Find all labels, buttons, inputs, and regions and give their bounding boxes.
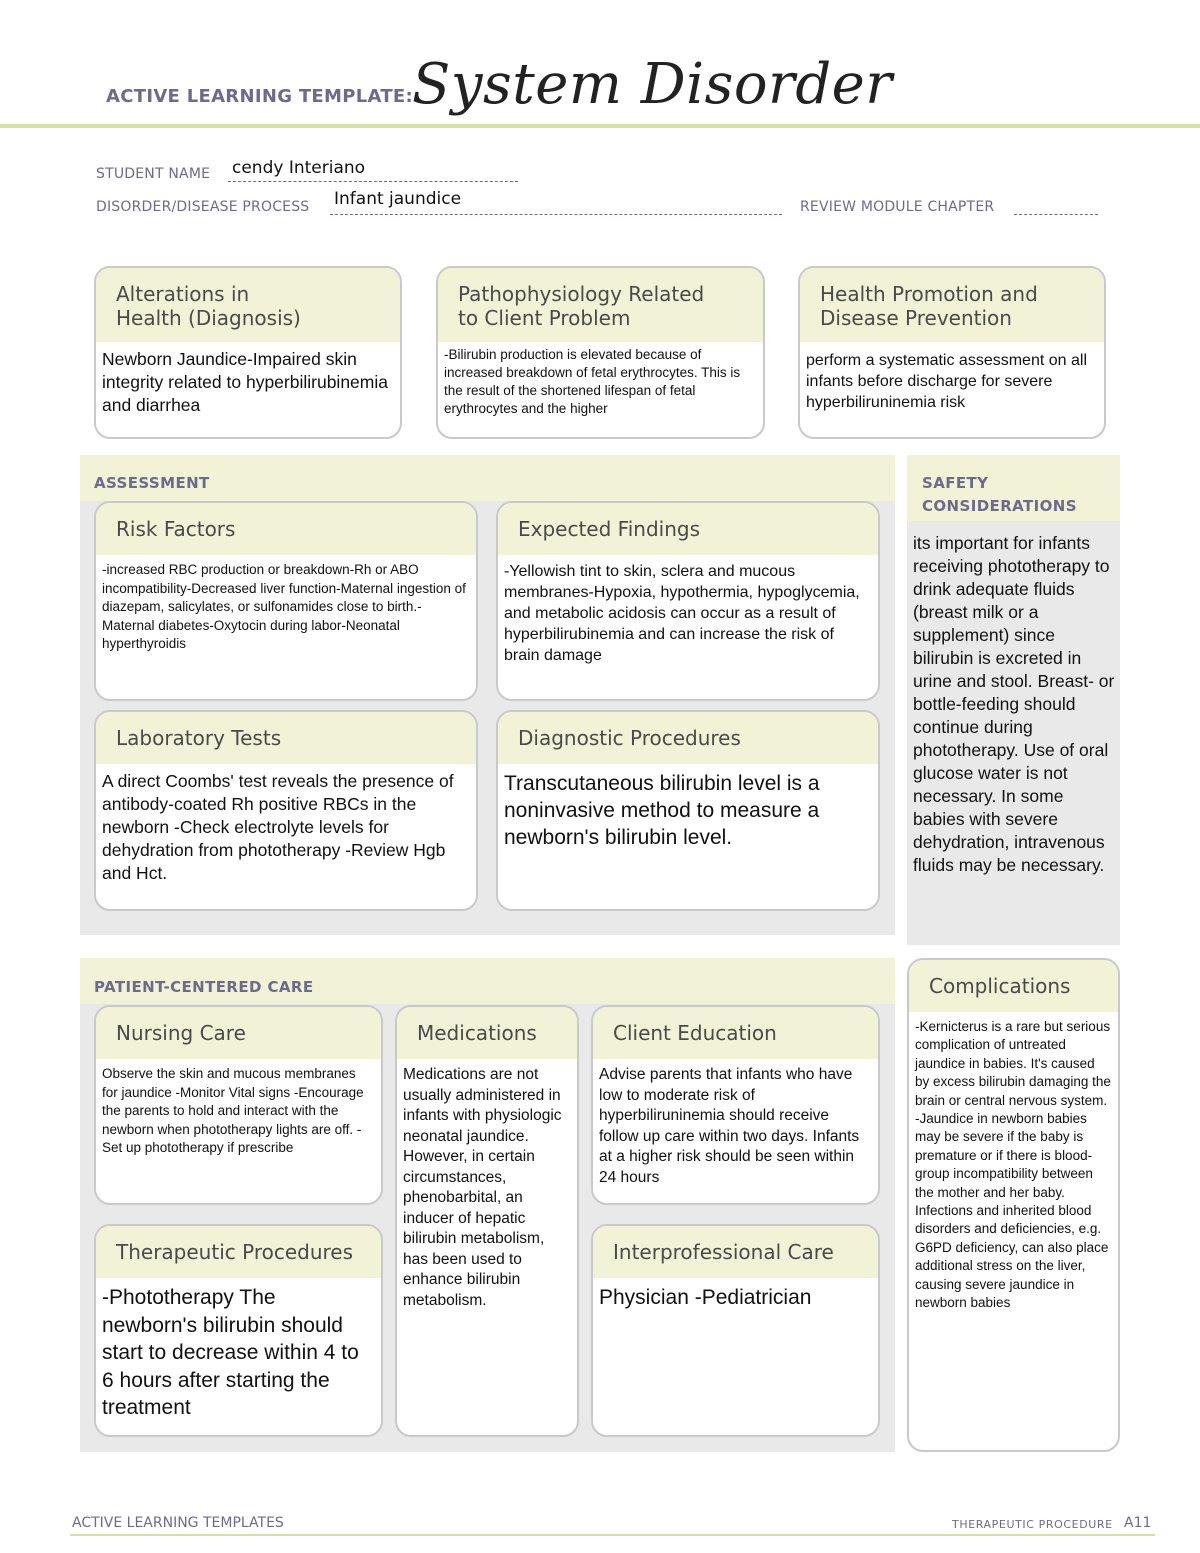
interprofessional-care-title: Interprofessional Care [593, 1226, 878, 1278]
footer-left: ACTIVE LEARNING TEMPLATES [72, 1515, 284, 1531]
risk-factors-title: Risk Factors [96, 503, 476, 555]
interprofessional-care-body: Physician -Pediatrician [599, 1286, 812, 1309]
footer-right: THERAPEUTIC PROCEDURE [952, 1518, 1113, 1531]
therapeutic-procedures-title: Therapeutic Procedures [96, 1226, 381, 1278]
nursing-care-box [94, 1005, 383, 1205]
health-promotion-title: Health Promotion and Disease Prevention [800, 268, 1104, 342]
interprofessional-care-box [591, 1224, 880, 1437]
expected-findings-body: -Yellowish tint to skin, sclera and mucous membranes-Hypoxia, hypothermia, hypoglycemia, and metabolic acidosis can occur as a result of hyperbilirubinemia and can increase the risk of brain damage [504, 563, 860, 664]
patient-care-title: PATIENT-CENTERED CARE [94, 978, 314, 996]
laboratory-tests-body: A direct Coombs' test reveals the presence of antibody-coated Rh positive RBCs in the newborn -Check electrolyte levels for dehydration from phototherapy -Review Hgb and Hct. [102, 771, 454, 883]
safety-body: its important for infants receiving phototherapy to drink adequate fluids (breast milk or a supplement) since bilirubin is excreted in urine and stool. Breast- or bottle-feeding should continue during phototherapy. Use of oral glucose water is not necessary. In some babies with severe dehydration, intravenous fluids may be necessary. [913, 533, 1115, 875]
client-education-box [591, 1005, 880, 1205]
laboratory-tests-title: Laboratory Tests [96, 712, 476, 764]
diagnostic-procedures-body: Transcutaneous bilirubin level is a noninvasive method to measure a newborn's bilirubin level. [504, 772, 820, 849]
disorder-value[interactable]: Infant jaundice [334, 189, 462, 209]
medications-title: Medications [397, 1007, 577, 1059]
student-name-line [228, 180, 518, 182]
medications-box [395, 1005, 579, 1437]
template-label: ACTIVE LEARNING TEMPLATE: [106, 86, 413, 107]
health-promotion-body: perform a systematic assessment on all infants before discharge for severe hyperbiliruninemia risk [806, 352, 1087, 411]
review-module-label: REVIEW MODULE CHAPTER [800, 199, 995, 215]
therapeutic-procedures-box [94, 1224, 383, 1437]
risk-factors-body: -increased RBC production or breakdown-Rh or ABO incompatibility-Decreased liver function-Maternal ingestion of diazepam, salicylates, or sulfonamides close to birth.-Maternal diabetes-Oxytocin during labor-Neonatal hyperthyroidis [102, 562, 466, 651]
alterations-body: Newborn Jaundice-Impaired skin integrity related to hyperbilirubinemia and diarrhea [102, 349, 388, 415]
diagnostic-procedures-box [496, 710, 880, 911]
pathophysiology-body: -Bilirubin production is elevated because of increased breakdown of fetal erythrocytes. This is the result of the shortened lifespan of fetal erythrocytes and the higher [444, 347, 741, 416]
expected-findings-title: Expected Findings [498, 503, 878, 555]
complications-body: -Kernicterus is a rare but serious complication of untreated jaundice in babies. It's caused by excess bilirubin damaging the brain or central nervous system. -Jaundice in newborn babies may be severe if the baby is premature or if there is blood-group incompatibility between the mother and her baby. Infections and inherited blood disorders and deficiencies, e.g. G6PD deficiency, can also place additional stress on the liver, causing severe jaundice in newborn babies [915, 1019, 1111, 1311]
disorder-line [330, 213, 782, 215]
diagnostic-procedures-title: Diagnostic Procedures [498, 712, 878, 764]
nursing-care-body: Observe the skin and mucous membranes for jaundice -Monitor Vital signs -Encourage the parents to hold and interact with the newborn when phototherapy lights are off. -Set up phototherapy if prescribe [102, 1066, 364, 1155]
template-title: System Disorder [412, 52, 893, 117]
header-divider [0, 124, 1200, 128]
review-module-line[interactable] [1014, 213, 1098, 215]
client-education-title: Client Education [593, 1007, 878, 1059]
safety-title: SAFETY CONSIDERATIONS [922, 474, 1077, 515]
student-name-value[interactable]: cendy Interiano [232, 158, 366, 178]
alterations-box [94, 266, 402, 439]
student-name-label: STUDENT NAME [96, 166, 211, 182]
medications-body: Medications are not usually administered in infants with physiologic neonatal jaundice. However, in certain circumstances, phenobarbital, an inducer of hepatic bilirubin metabolism, has been used to enhance bilirubin metabolism. [403, 1066, 562, 1309]
alterations-title: Alterations in Health (Diagnosis) [96, 268, 400, 342]
nursing-care-title: Nursing Care [96, 1007, 381, 1059]
expected-findings-box [496, 501, 880, 701]
therapeutic-procedures-body: -Phototherapy The newborn's bilirubin should start to decrease within 4 to 6 hours after starting the treatment [102, 1286, 359, 1419]
assessment-title: ASSESSMENT [94, 474, 210, 492]
pathophysiology-title: Pathophysiology Related to Client Problem [438, 268, 763, 342]
health-promotion-box [798, 266, 1106, 439]
disorder-label: DISORDER/DISEASE PROCESS [96, 199, 310, 215]
complications-title: Complications [909, 960, 1118, 1012]
footer-divider [70, 1534, 1155, 1536]
risk-factors-box [94, 501, 478, 701]
footer-page-number: A11 [1124, 1515, 1152, 1531]
complications-box [907, 958, 1120, 1452]
client-education-body: Advise parents that infants who have low to moderate risk of hyperbiliruninemia should receive follow up care within two days. Infants at a higher risk should be seen within 24 hours [599, 1066, 860, 1186]
laboratory-tests-box [94, 710, 478, 911]
pathophysiology-box [436, 266, 765, 439]
